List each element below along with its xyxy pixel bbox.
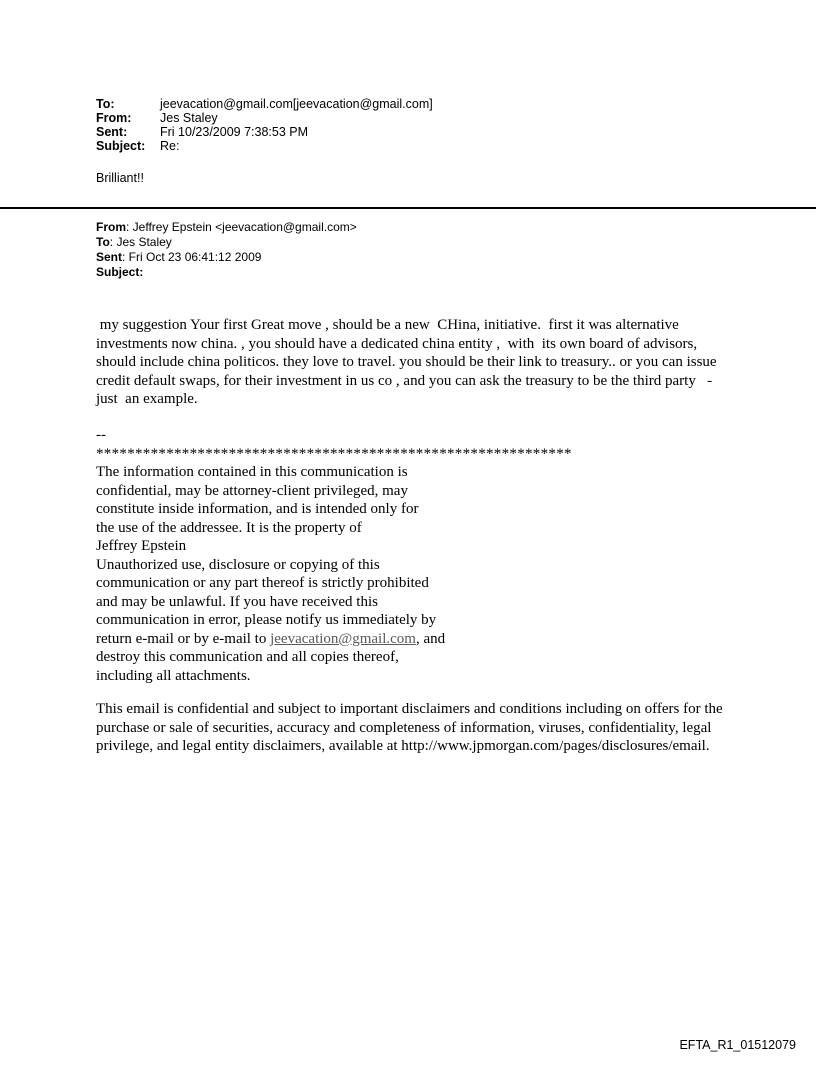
email-link[interactable]: jeevacation@gmail.com bbox=[270, 630, 416, 647]
document-id: EFTA_R1_01512079 bbox=[679, 1038, 796, 1052]
reply-text: Brilliant!! bbox=[96, 171, 144, 185]
to-label: To: bbox=[96, 97, 115, 111]
forwarded-from-row bbox=[96, 220, 357, 235]
header-from-row bbox=[96, 111, 433, 125]
forwarded-subject-value: : bbox=[139, 265, 144, 279]
forwarded-sent-value: : Fri Oct 23 06:41:12 2009 bbox=[122, 250, 262, 264]
signature-line: communication in error, please notify us immediately by bbox=[96, 612, 437, 628]
to-value: jeevacation@gmail.com[jeevacation@gmail.com] bbox=[160, 97, 433, 111]
forwarded-sent-row bbox=[96, 250, 357, 265]
header-subject-row bbox=[96, 139, 433, 153]
signature-line: communication or any part thereof is strictly prohibited bbox=[96, 575, 429, 591]
divider bbox=[0, 207, 816, 209]
forwarded-subject-label: Subject bbox=[96, 265, 140, 279]
signature-line: the use of the addressee. It is the property of bbox=[96, 519, 362, 536]
forwarded-subject-row bbox=[96, 265, 357, 280]
sent-label: Sent: bbox=[96, 125, 128, 139]
signature-block bbox=[96, 426, 572, 685]
forwarded-from-label: From bbox=[96, 220, 126, 234]
signature-line: Jeffrey Epstein bbox=[96, 538, 187, 554]
forwarded-header bbox=[96, 220, 357, 280]
subject-value: Re: bbox=[160, 139, 180, 153]
forwarded-to-label: To bbox=[96, 235, 110, 249]
forwarded-from-value: : Jeffrey Epstein <jeevacation@gmail.com> bbox=[126, 220, 357, 234]
disclaimer: This email is confidential and subject to important disclaimers and conditions including on offers for the purchase or sale of securities, accuracy and completeness of information, viruses, confidentiality, legal privilege, and legal entity disclaimers, available at http://www.jpmorgan.com/pages/disclosures/email. bbox=[96, 701, 723, 754]
sent-value: Fri 10/23/2009 7:38:53 PM bbox=[160, 125, 309, 139]
signature-line: including all attachments. bbox=[96, 667, 251, 684]
signature-line: Unauthorized use, disclosure or copying of this bbox=[96, 556, 380, 573]
signature-dashes: -- bbox=[96, 427, 106, 443]
header-sent-row bbox=[96, 125, 433, 139]
signature-stars: ************************************************************* bbox=[96, 445, 572, 462]
signature-line bbox=[96, 630, 572, 649]
from-label: From: bbox=[96, 111, 132, 125]
subject-label: Subject: bbox=[96, 139, 146, 153]
signature-line: and may be unlawful. If you have received this bbox=[96, 593, 378, 610]
signature-line: constitute inside information, and is intended only for bbox=[96, 501, 419, 517]
from-value: Jes Staley bbox=[160, 111, 218, 125]
signature-line: confidential, may be attorney-client privileged, may bbox=[96, 482, 408, 499]
forwarded-sent-label: Sent bbox=[96, 250, 123, 264]
forwarded-to-value: : Jes Staley bbox=[109, 235, 172, 249]
message-body: my suggestion Your first Great move , should be a new CHina, initiative. first it was alternative investments now china. , you should have a dedicated china entity , with its own board of advisors, should include china politicos. they love to travel. you should be their link to treasury.. or you can issue credit default swaps, for their investment in us co , and you can ask the treasury to be the third party - just an example. bbox=[96, 317, 721, 407]
signature-line-suffix: , and bbox=[415, 630, 446, 647]
signature-line-prefix: return e-mail or by e-mail to bbox=[96, 630, 271, 647]
signature-line: The information contained in this communication is bbox=[96, 464, 408, 480]
header-to-row bbox=[96, 97, 433, 111]
signature-line: destroy this communication and all copies thereof, bbox=[96, 649, 399, 665]
forwarded-to-row bbox=[96, 235, 357, 250]
email-header bbox=[96, 97, 433, 153]
